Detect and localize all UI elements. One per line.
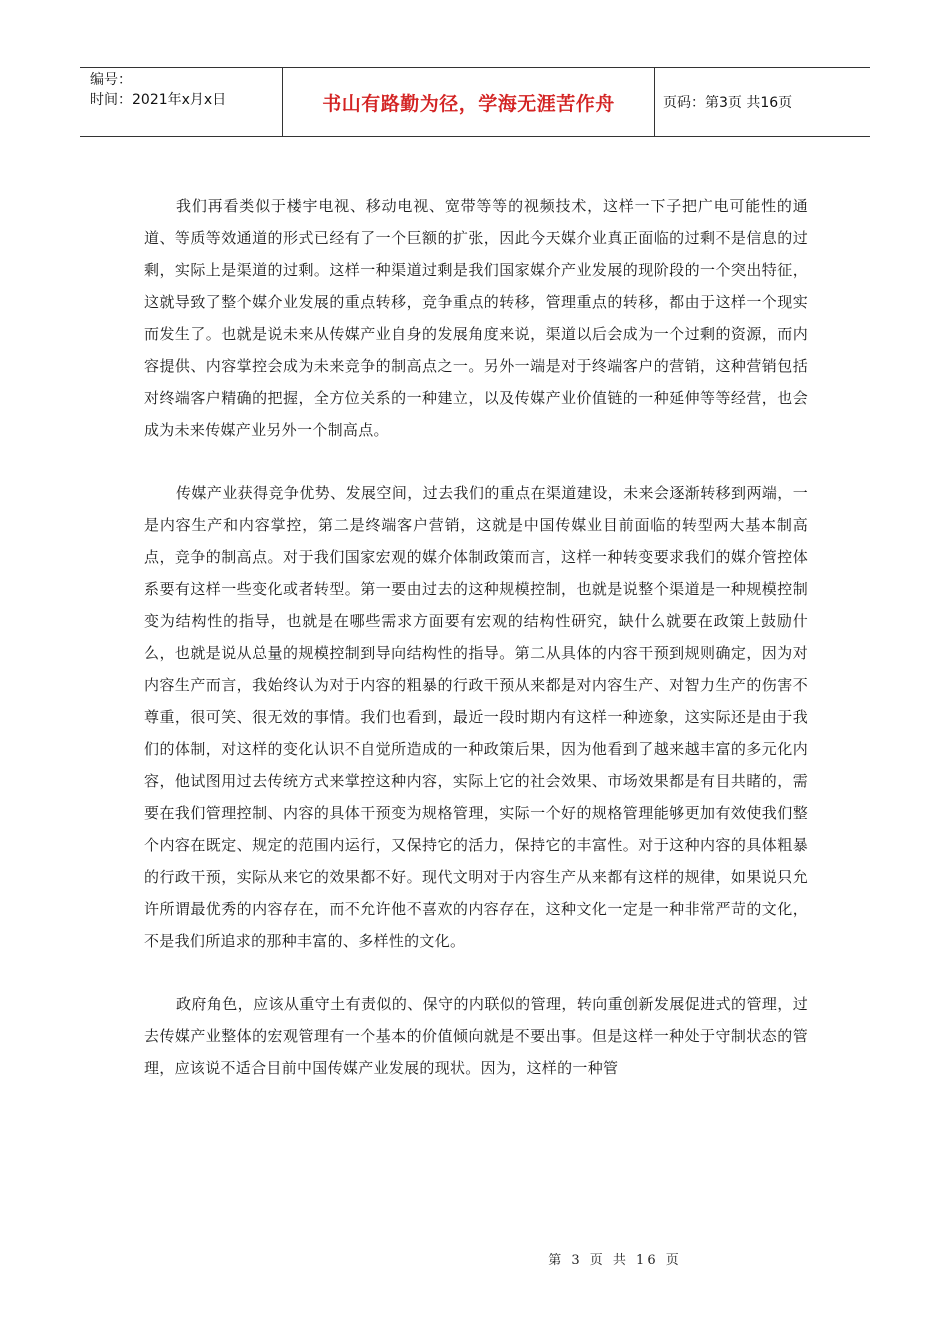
header-page-label: 页码：第3页 共16页: [663, 95, 793, 111]
document-date-label: 时间：2021年x月x日: [90, 92, 227, 108]
header-page-cell: [655, 68, 870, 136]
header-motto-cell: [283, 68, 655, 136]
document-header: [80, 67, 870, 137]
header-meta: [80, 68, 283, 136]
footer-page-number: 第 3 页 共 16 页: [548, 1253, 682, 1268]
document-number-label: 编号：: [90, 72, 132, 88]
document-body: [144, 190, 808, 1115]
body-paragraph-2: 传媒产业获得竞争优势、发展空间，过去我们的重点在渠道建设，未来会逐渐转移到两端，一是内容生产和内容掌控，第二是终端客户营销，这就是中国传媒业目前面临的转型两大基本制高点，竞争的制高点。对于我们国家宏观的媒介体制政策而言，这样一种转变要求我们的媒介管控体系要有这样一些变化或者转型。第一要由过去的这种规模控制，也就是说整个渠道是一种规模控制变为结构性的指导，也就是在哪些需求方面要有宏观的结构性研究，缺什么就要在政策上鼓励什么，也就是说从总量的规模控制到导向结构性的指导。第二从具体的内容干预到规则确定，因为对内容生产而言，我始终认为对于内容的粗暴的行政干预从来都是对内容生产、对智力生产的伤害不尊重，很可笑、很无效的事情。我们也看到，最近一段时期内有这样一种迹象，这实际还是由于我们的体制，对这样的变化认识不自觉所造成的一种政策后果，因为他看到了越来越丰富的多元化内容，他试图用过去传统方式来掌控这种内容，实际上它的社会效果、市场效果都是有目共睹的，需要在我们管理控制、内容的具体干预变为规格管理，实际一个好的规格管理能够更加有效使我们整个内容在既定、规定的范围内运行，又保持它的活力，保持它的丰富性。对于这种内容的具体粗暴的行政干预，实际从来它的效果都不好。现代文明对于内容生产从来都有这样的规律，如果说只允许所谓最优秀的内容存在，而不允许他不喜欢的内容存在，这种文化一定是一种非常严苛的文化，不是我们所追求的那种丰富的、多样性的文化。: [144, 484, 808, 950]
header-motto: 书山有路勤为径，学海无涯苦作舟: [322, 92, 615, 115]
body-paragraph-3: 政府角色，应该从重守土有责似的、保守的内联似的管理，转向重创新发展促进式的管理，过去传媒产业整体的宏观管理有一个基本的价值倾向就是不要出事。但是这样一种处于守制状态的管理，应该说不适合目前中国传媒产业发展的现状。因为，这样的一种管: [144, 995, 808, 1077]
page-footer: [0, 1249, 950, 1268]
body-paragraph-1: 我们再看类似于楼宇电视、移动电视、宽带等等的视频技术，这样一下子把广电可能性的通道、等质等效通道的形式已经有了一个巨额的扩张，因此今天媒介业真正面临的过剩不是信息的过剩，实际上是渠道的过剩。这样一种渠道过剩是我们国家媒介产业发展的现阶段的一个突出特征，这就导致了整个媒介业发展的重点转移，竞争重点的转移，管理重点的转移，都由于这样一个现实而发生了。也就是说未来从传媒产业自身的发展角度来说，渠道以后会成为一个过剩的资源，而内容提供、内容掌控会成为未来竞争的制高点之一。另外一端是对于终端客户的营销，这种营销包括对终端客户精确的把握，全方位关系的一种建立，以及传媒产业价值链的一种延伸等等经营，也会成为未来传媒产业另外一个制高点。: [144, 197, 808, 439]
